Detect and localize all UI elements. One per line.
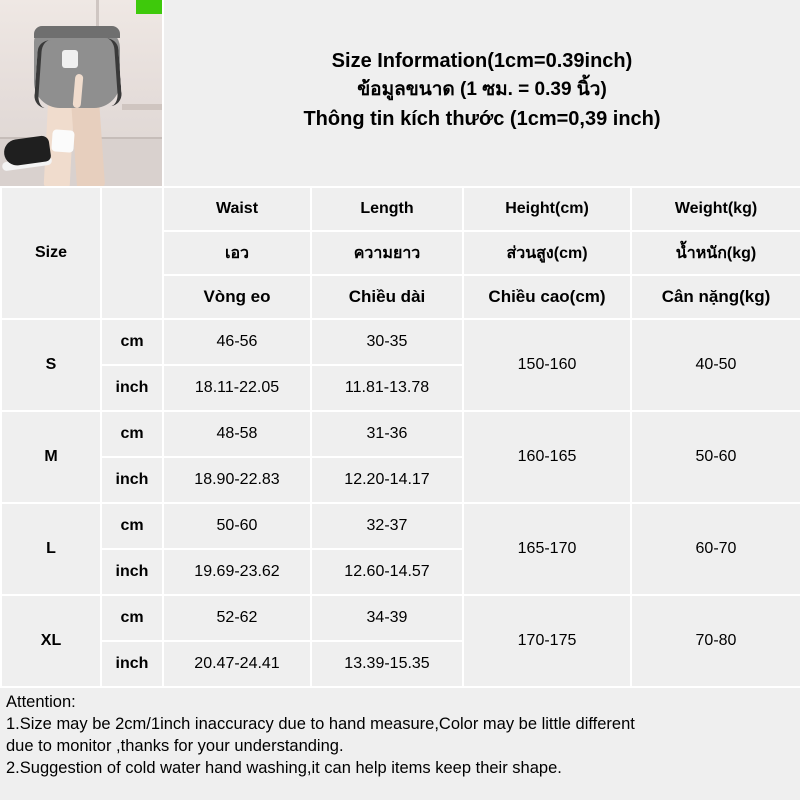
weight-m: 50-60 (631, 411, 800, 503)
unit-cm-xl: cm (101, 595, 163, 641)
length-inch-l: 12.60-14.57 (311, 549, 463, 595)
unit-cm-m: cm (101, 411, 163, 457)
header-height-th: ส่วนสูง(cm) (463, 231, 631, 275)
attention-heading: Attention: (6, 693, 76, 711)
row-size-xl: XL (1, 595, 101, 687)
waist-inch-m: 18.90-22.83 (163, 457, 311, 503)
waist-inch-xl: 20.47-24.41 (163, 641, 311, 687)
height-m: 160-165 (463, 411, 631, 503)
waist-inch-l: 19.69-23.62 (163, 549, 311, 595)
photo-sock (51, 129, 74, 152)
header-waist-vi: Vòng eo (163, 275, 311, 319)
header (0, 0, 800, 186)
length-cm-xl: 34-39 (311, 595, 463, 641)
header-length-en: Length (311, 187, 463, 231)
weight-s: 40-50 (631, 319, 800, 411)
header-weight-en: Weight(kg) (631, 187, 800, 231)
attention-line-3: 2.Suggestion of cold water hand washing,it can help items keep their shape. (6, 758, 562, 777)
waist-cm-xl: 52-62 (163, 595, 311, 641)
header-height-vi: Chiều cao(cm) (463, 275, 631, 319)
header-unit-spacer (101, 187, 163, 319)
weight-xl: 70-80 (631, 595, 800, 687)
length-cm-m: 31-36 (311, 411, 463, 457)
height-l: 165-170 (463, 503, 631, 595)
unit-inch-xl: inch (101, 641, 163, 687)
header-length-vi: Chiều dài (311, 275, 463, 319)
photo-shelf (122, 104, 164, 110)
length-cm-s: 30-35 (311, 319, 463, 365)
height-s: 150-160 (463, 319, 631, 411)
unit-cm-l: cm (101, 503, 163, 549)
photo-green-strip (136, 0, 164, 14)
product-photo (0, 0, 164, 186)
length-inch-xl: 13.39-15.35 (311, 641, 463, 687)
table-row (1, 503, 800, 549)
height-xl: 170-175 (463, 595, 631, 687)
attention-line-2: due to monitor ,thanks for your understanding. (6, 736, 344, 755)
photo-shorts-tag (62, 50, 78, 68)
attention-block (0, 688, 800, 786)
waist-inch-s: 18.11-22.05 (163, 365, 311, 411)
photo-shorts-waistband (34, 26, 120, 38)
header-waist-th: เอว (163, 231, 311, 275)
unit-inch-s: inch (101, 365, 163, 411)
title-thai: ข้อมูลขนาด (1 ซม. = 0.39 นิ้ว) (357, 78, 607, 100)
table-row (1, 319, 800, 365)
header-length-th: ความยาว (311, 231, 463, 275)
title-vietnamese: Thông tin kích thước (1cm=0,39 inch) (303, 108, 661, 131)
table-row (1, 595, 800, 641)
length-inch-s: 11.81-13.78 (311, 365, 463, 411)
row-size-l: L (1, 503, 101, 595)
header-weight-th: น้ำหนัก(kg) (631, 231, 800, 275)
unit-inch-m: inch (101, 457, 163, 503)
header-weight-vi: Cân nặng(kg) (631, 275, 800, 319)
weight-l: 60-70 (631, 503, 800, 595)
unit-cm-s: cm (101, 319, 163, 365)
title-english: Size Information(1cm=0.39inch) (331, 49, 633, 72)
size-table (0, 186, 800, 688)
row-size-m: M (1, 411, 101, 503)
header-height-en: Height(cm) (463, 187, 631, 231)
table-row (1, 411, 800, 457)
unit-inch-l: inch (101, 549, 163, 595)
header-waist-en: Waist (163, 187, 311, 231)
table-header-row-en (1, 187, 800, 231)
waist-cm-l: 50-60 (163, 503, 311, 549)
length-cm-l: 32-37 (311, 503, 463, 549)
attention-line-1: 1.Size may be 2cm/1inch inaccuracy due to hand measure,Color may be little different (6, 714, 635, 733)
header-size: Size (1, 187, 101, 319)
waist-cm-s: 46-56 (163, 319, 311, 365)
length-inch-m: 12.20-14.17 (311, 457, 463, 503)
row-size-s: S (1, 319, 101, 411)
waist-cm-m: 48-58 (163, 411, 311, 457)
title-block (164, 0, 800, 186)
